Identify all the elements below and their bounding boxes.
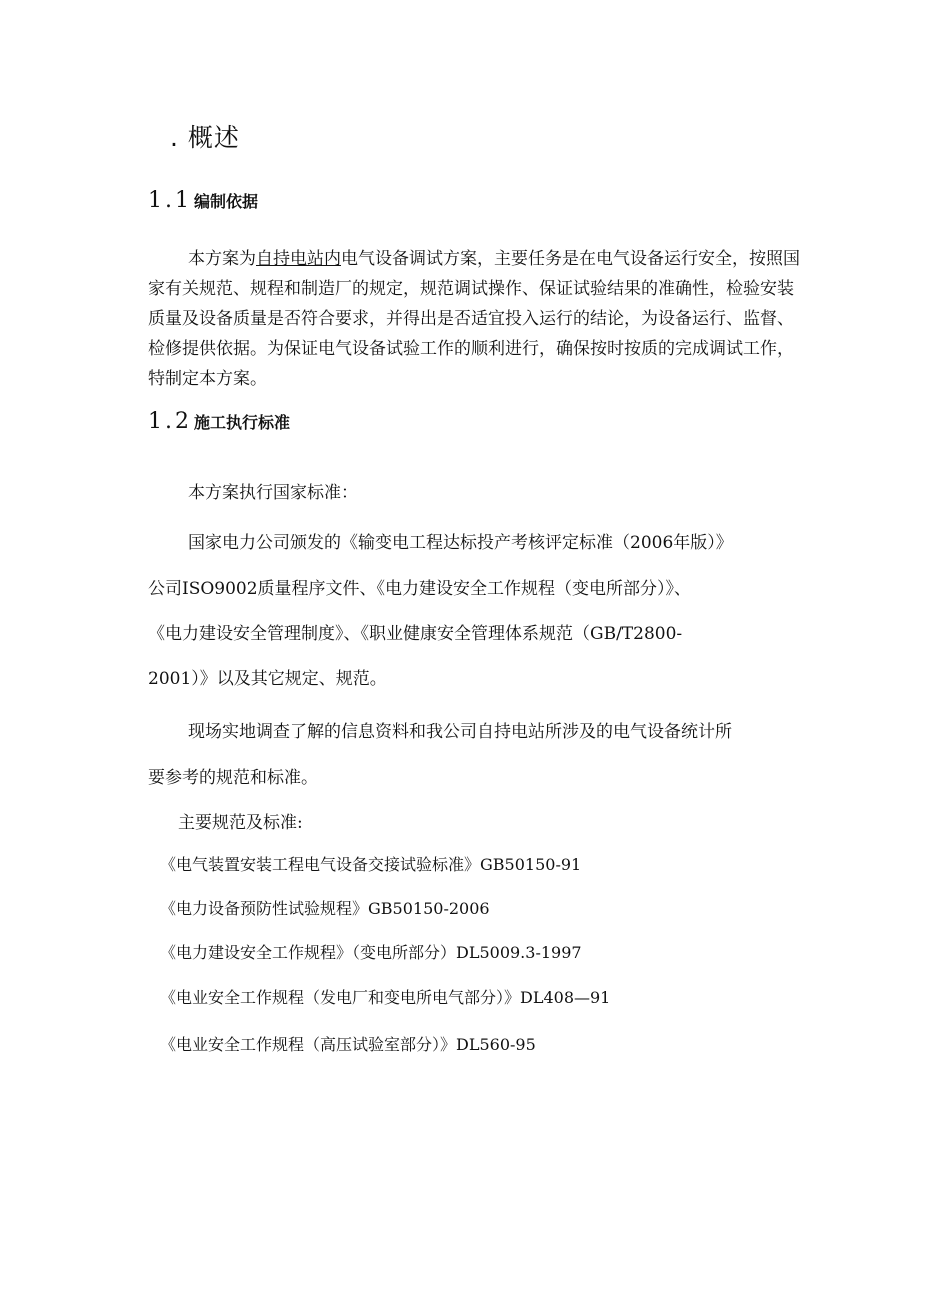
underlined-term: 自持电站内 xyxy=(256,249,341,269)
national-standard-line: 2001）》以及其它规定、规范。 xyxy=(148,669,387,689)
section-1-1-paragraph xyxy=(148,244,808,394)
national-standard-line: 国家电力公司颁发的《输变电工程达标投产考核评定标准（2006年版）》 xyxy=(188,533,733,553)
paragraph-text-rest: 电气设备调试方案，主要任务是在电气设备运行安全，按照国家有关规范、规程和制造厂的规定，规范调试操作、保证试验结果的准确性，检验安装质量及设备质量是否符合要求，并得出是否适宜投入运行的结论，为设备运行、监督、检修提供依据。为保证电气设备试验工作的顺利进行，确保按时按质的完成调试工作，特制定本方案。 xyxy=(148,249,800,389)
standard-item: 《电力设备预防性试验规程》GB50150-2006 xyxy=(160,899,490,918)
section-label: 编制依据 xyxy=(194,192,259,211)
survey-line: 要参考的规范和标准。 xyxy=(148,768,318,788)
standard-item: 《电力建设安全工作规程》（变电所部分）DL5009.3-1997 xyxy=(160,943,582,962)
national-standard-line: 公司ISO9002质量程序文件、《电力建设安全工作规程（变电所部分）》、 xyxy=(148,579,692,599)
paragraph-text-start: 本方案为 xyxy=(188,249,256,269)
standard-item: 《电业安全工作规程（高压试验室部分）》DL560-95 xyxy=(160,1035,536,1054)
section-heading-1-2 xyxy=(148,409,290,434)
standard-item: 《电气装置安装工程电气设备交接试验标准》GB50150-91 xyxy=(160,855,582,874)
chapter-title: . 概述 xyxy=(170,123,240,152)
standards-heading: 主要规范及标准: xyxy=(178,813,303,833)
section-number: 1.2 xyxy=(148,409,192,434)
section-label: 施工执行标准 xyxy=(194,413,291,432)
standard-item: 《电业安全工作规程（发电厂和变电所电气部分）》DL408—91 xyxy=(160,988,611,1007)
national-standard-line: 《电力建设安全管理制度》、《职业健康安全管理体系规范（GB/T2800- xyxy=(148,624,683,644)
section-heading-1-1 xyxy=(148,188,258,213)
section-number: 1.1 xyxy=(148,188,192,213)
survey-line: 现场实地调查了解的信息资料和我公司自持电站所涉及的电气设备统计所 xyxy=(188,722,732,742)
standards-intro: 本方案执行国家标准： xyxy=(188,483,358,503)
